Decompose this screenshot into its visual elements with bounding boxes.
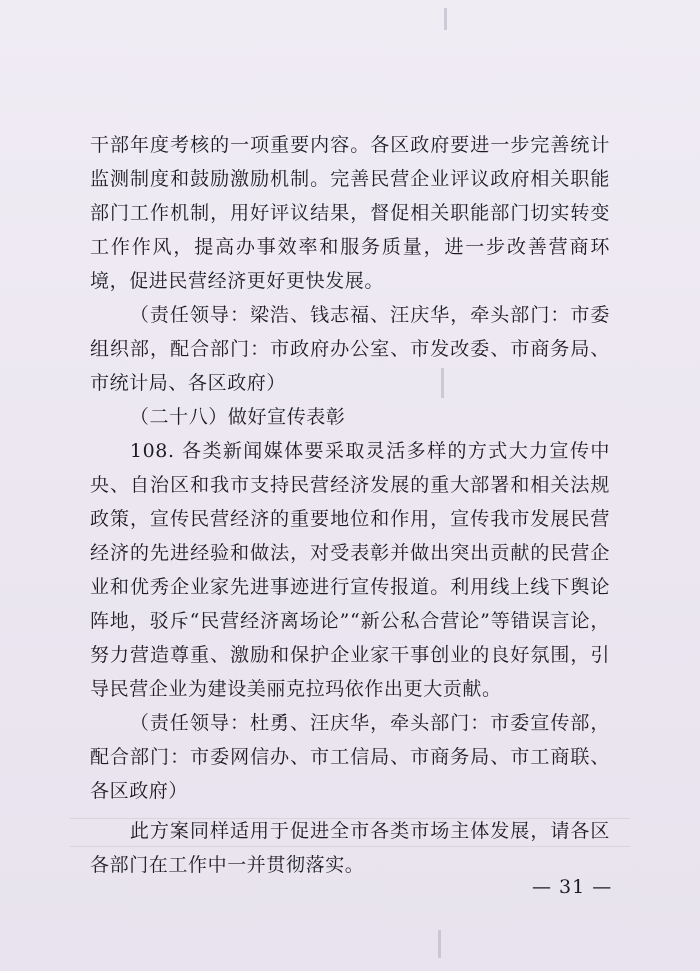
page-number: — 31 — [532,876,613,898]
paragraph-closing: 此方案同样适用于促进全市各类市场主体发展，请各区各部门在工作中一并贯彻落实。 [90,820,610,876]
document-body [90,128,610,882]
scan-artifact-top [444,8,447,30]
paragraph-continuation: 干部年度考核的一项重要内容。各区政府要进一步完善统计监测制度和鼓励激励机制。完善民营企业评议政府相关职能部门工作机制，用好评议结果，督促相关职能部门切实转变工作作风，提高办事效率和服务质量，进一步改善营商环境，促进民营经济更好更快发展。 [90,134,610,292]
paragraph-item-108: 108. 各类新闻媒体要采取灵活多样的方式大力宣传中央、自治区和我市支持民营经济发展的重大部署和相关法规政策，宣传民营经济的重要地位和作用，宣传我市发展民营经济的先进经验和做法，对受表彰并做出突出贡献的民营企业和优秀企业家先进事迹进行宣传报道。利用线上线下舆论阵地，驳斥“民营经济离场论”“新公私合营论”等错误言论，努力营造尊重、激励和保护企业家干事创业的良好氛围，引导民营企业为建设美丽克拉玛依作出更大贡献。 [90,440,610,700]
section-heading-28: （二十八）做好宣传表彰 [129,406,346,428]
scan-artifact-bottom [438,930,441,958]
paragraph-responsibility-2: （责任领导：杜勇、汪庆华，牵头部门：市委宣传部，配合部门：市委网信办、市工信局、市商务局、市工商联、各区政府） [90,712,610,802]
paragraph-responsibility-1: （责任领导：梁浩、钱志福、汪庆华，牵头部门：市委组织部，配合部门：市政府办公室、市发改委、市商务局、市统计局、各区政府） [90,304,610,394]
